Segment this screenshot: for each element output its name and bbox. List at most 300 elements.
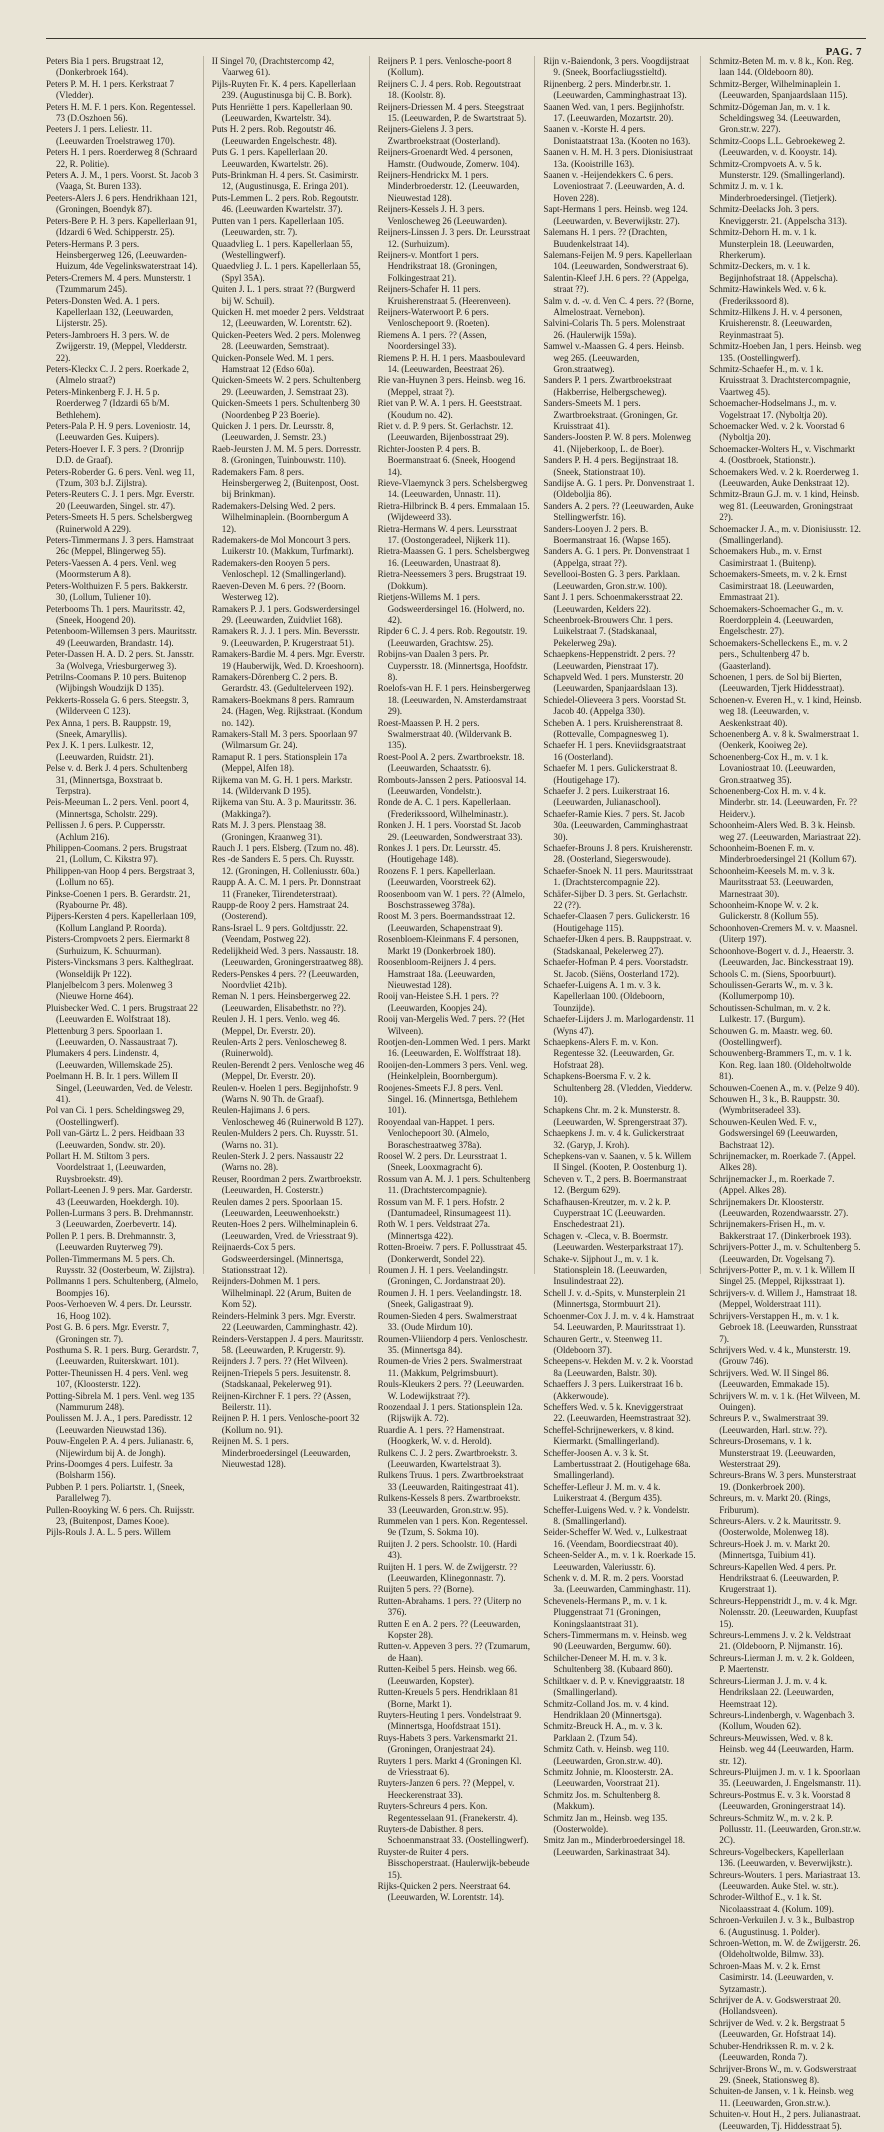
directory-entry: Schreurs-Brans W. 3 pers. Munsterstraat 19. (Donkerbroek 200).	[709, 1470, 857, 1492]
directory-entry: Schaepkens-Alers F. m. v. Kon. Regentesse 32. (Leeuwarden, Gr. Hofstraat 28).	[543, 1036, 675, 1070]
directory-entry: Schoutissen-Schulman, m. v. 2 k. Lulkestr. 17. (Burgum).	[709, 1002, 831, 1025]
directory-entry: Schreurs-Wouters. 1 pers. Mariastraat 13. (Leeuwarden. Auke Stel. w. str.).	[709, 1869, 861, 1891]
directory-entry: Ruyters-Janzen 6 pers. ?? (Meppel, v. Heeckerenstraat 33).	[377, 1778, 515, 1800]
directory-entry: Roosenbloom-Reijners J. 4 pers. Hamstraat 18a. (Leeuwarden, Nieuwestad 128).	[377, 957, 497, 990]
directory-entry: Schmitz-Beten M. m. v. 8 k., Kon. Reg. laan 144. (Oldeboorn 80).	[709, 56, 854, 78]
directory-entry: Schmitz-Colland Jos. m. v. 4 kind. Hendriklaan 20 (Minnertsga).	[543, 1698, 669, 1720]
directory-entry: Schmitz Johnie, m. Kloosterstr. 2A. (Leeuwarden, Voorstraat 21).	[543, 1766, 674, 1789]
directory-entry: Rombouts-Janssen 2 pers. Patioosval 14. (Leeuwarden, Vondelstr.).	[377, 774, 527, 796]
directory-entry: Pubben P. 1 pers. Poliartstr. 1, (Sneek, Parallelweg 7).	[46, 1481, 185, 1504]
directory-entry: Schaefer-Brouns J. 8 pers. Kruisherenstr. 28. (Oosterland, Siegerswoude).	[543, 843, 693, 865]
directory-entry: Schouwen-Keulen Wed. F. v., Godswersingel 69 (Leeuwarden, Bachstraat 12).	[709, 1116, 838, 1150]
directory-entry: Schmitz Jos. m. Schultenberg 8. (Makkum).	[543, 1789, 661, 1812]
directory-entry: Rooij van-Mergelis Wed. 7 pers. ?? (Het Wilveen).	[377, 1014, 525, 1036]
directory-entry: Sevellooi-Bosten G. 3 pers. Parklaan. (Leeuwarden, Gron.str.w. 100).	[543, 569, 681, 591]
directory-entry: Peters H. 1 pers. Roerderweg 8 (Schraard 22, R. Politie).	[46, 147, 198, 169]
directory-entry: Quicken-Peeters Wed. 2 pers. Molenweg 28. (Leeuwarden, Semstraat).	[211, 329, 361, 352]
directory-entry: Rooyendaal van-Happet. 1 pers. Venlochepoort 30. (Almelo, Boraschestraatweg 378a).	[377, 1116, 495, 1150]
directory-entry: Reijnen-Kirchner F. 1 pers. ?? (Assen, Beilerstr. 11).	[211, 1390, 351, 1412]
directory-entry: Schmitz-Braun G.J. m. v. 1 kind, Heinsb. weg 81. (Leeuwarden, Groningstraat 2?).	[709, 489, 860, 523]
directory-entry: Rulkens-Kessels 8 pers. Zwartbroekstr. 33 (Leeuwarden, Gron.str.w. 95).	[377, 1493, 521, 1515]
directory-entry: Rijkema van M. G. H. 1 pers. Markstr. 14. (Wildervank D 195).	[211, 774, 353, 796]
directory-entry: Peters-Donsten Wed. A. 1 pers. Kapellerlaan 132, (Leeuwarden, Lijsterstr. 25).	[46, 295, 174, 329]
directory-entry: Roost M. 3 pers. Boermandsstraat 12. (Leeuwarden, Schapenstraat 9).	[377, 911, 515, 933]
directory-entry: Peters-Minkenberg F. J. H. 5 p. Roerderweg 7 (Idzardi 65 b/M. Bethlehem).	[46, 386, 170, 420]
directory-entry: II Singel 70, (Drachtstercomp 42, Vaarweg 61).	[211, 56, 335, 78]
directory-entry: Schapkens-Boersma F. v. 2 k. Schultenberg 28. (Vledden, Viedderw. 10).	[543, 1071, 693, 1104]
directory-entry: Reijners-v. Montfort 1 pers. Hendrikstraat 18. (Groningen, Folkingestraat 21).	[377, 249, 498, 283]
directory-entry: Schilcher-Deneer M. H. m. v. 3 k. Schultenberg 38. (Kubaard 860).	[543, 1652, 673, 1675]
directory-entry: Schapveld Wed. 1 pers. Munsterstr. 20 (Leeuwarden, Spanjaardslaan 13).	[543, 671, 684, 694]
directory-entry: Schrijvers-Potter J., m. v. Schultenberg 5. (Leeuwarden, Dr. Vogelsang 7).	[709, 1242, 861, 1264]
directory-entry: Peters-Bere P. H. 3 pers. Kapellerlaan 91, (Idzardi 6 Wed. Schipperstr. 25).	[46, 215, 198, 238]
directory-entry: Prins-Doomges 4 pers. Luifestr. 3a (Bolsharm 156).	[46, 1458, 173, 1481]
directory-entry: Roozendaal J. 1 pers. Stationsplein 12a. (Rijswijk A. 72).	[377, 1401, 523, 1424]
directory-entry: Rietra-Neessemers 3 pers. Brugstraat 19. (Dokkum).	[377, 569, 527, 591]
directory-entry: Smitz Jan m., Minderbroedersingel 18. (Leeuwarden, Sarkinastraat 34).	[543, 1835, 686, 1857]
directory-entry: Raupp A. A. C. M. 1 pers. Pr. Donnstraat 11 (Franeker, Tiirendeterstraat).	[211, 877, 361, 899]
directory-entry: Schoonheim-Boenen F. m. v. Minderbroedersingel 21 (Kollum 67).	[709, 843, 857, 865]
directory-entry: Rutten-v. Appeven 3 pers. ?? (Tzumarum, de Haan).	[377, 1641, 531, 1663]
directory-entry: Rademakers-Delsing Wed. 2 pers. Wilhelminaplein. (Boornbergum A 12).	[211, 500, 349, 534]
directory-entry: Roumen J. H. 1 pers. Veelandingstr. (Groningen, C. Jordanstraat 20).	[377, 1265, 509, 1287]
directory-entry: Schouwen H., 3 k., B. Rauppstr. 30. (Wymbritseradeel 33).	[709, 1093, 840, 1116]
directory-entry: Peters-Pala P. H. 9 pers. Loveniostr. 14, (Leeuwarden Ges. Kuipers).	[46, 421, 191, 443]
directory-entry: Pouw-Engelen P. A. 4 pers. Julianastr. 6, (Nijewirdum bij A. de Jongh).	[46, 1436, 194, 1458]
directory-entry: Sanders P. H. 4 pers. Begijnstraat 18. (Sneek, Stationstraat 10).	[543, 455, 679, 477]
directory-entry: Rietra-Hilbrinck B. 4 pers. Emmalaan 15. (Wijdeweerd 33).	[377, 500, 530, 523]
directory-entry: Schaeffers J. 3 pers. Luikerstraat 16 b. (Akkerwoude).	[543, 1379, 683, 1401]
directory-entry: Ruys-Habets 3 pers. Varkensmarkt 21. (Groningen, Oranjestraat 24).	[377, 1732, 518, 1755]
directory-entry: Schoonheim-Knope W. v. 2 k. Gulickerstr. 8 (Kollum 55).	[709, 900, 819, 922]
directory-entry: Schers-Timmermans m. v. Heinsb. weg 90 (Leeuwarden, Bergumw. 60).	[543, 1630, 687, 1652]
directory-entry: Peeters-Alers J. 6 pers. Hendrikhaan 121, (Groningen, Boendyk 87).	[46, 192, 198, 215]
directory-entry: Schrijnemakers Dr. Kloosterstr. (Leeuwarden, Rozendwaarsstr. 27).	[709, 1196, 849, 1219]
directory-entry: Reijners-Linssen J. 3 pers. Dr. Leursstraat 12. (Surhuizum).	[377, 227, 531, 249]
directory-entry: Schrijvers Wed. v. 4 k., Munsterstr. 19. (Grouw 746).	[709, 1344, 851, 1367]
directory-entry: Schuiten-v. Hout H., 2 pers. Julianastraat. (Leeuwarden, Tj. Hiddesstraat 5).	[709, 2109, 861, 2131]
directory-entry: Reijnen M. S. 1 pers. Minderbroedersingel (Leeuwarden, Nieuwestad 128).	[211, 1436, 351, 1469]
directory-entry: Peis-Meeuman L. 2 pers. Venl. poort 4, (Minnertsga, Scholstr. 229).	[46, 797, 189, 819]
directory-entry: Scheben A. 1 pers. Kruisherenstraat 8. (Rottevalle, Compagnesweg 1).	[543, 717, 683, 739]
directory-entry: Pollart H. M. Stiltom 3 pers. Voordelstraat 1, (Leeuwarden, Ruysbroekstr. 49).	[46, 1151, 166, 1184]
directory-entry: Schreurs-Vogelbeckers, Kapellerlaan 136. (Leeuwarden, v. Beverwijkstr.).	[709, 1846, 853, 1869]
directory-entry: Rijnenberg. 2 pers. Minderbr.str. 1. (Leeuwarden, Camminghastraat 13).	[543, 78, 687, 101]
directory-entry: Rossum van M. F. 1 pers. Hofstr. 2 (Dantumadeel, Rinsumageest 11).	[377, 1196, 511, 1219]
directory-entry: Schaepkens-Heppenstridt. 2 pers. ?? (Leeuwarden, Pienstraat 17).	[543, 649, 676, 671]
directory-entry: Philippen-van Hoop 4 pers. Bergstraat 3, (Lollum no 65).	[46, 865, 195, 888]
directory-entry: Rotten-Broeiw. 7 pers. F. Pollusstraat 45. (Donkerwerdt, Sondel 22).	[377, 1242, 528, 1264]
directory-entry: Reijnders-Dohmen M. 1 pers. Wilhelminapl. 22 (Arum, Buiten de Kom 52).	[211, 1276, 352, 1310]
directory-entry: Scheffer-Joosen A. v. 3 k. St. Lambertusstraat 2. (Houtigehage 68a. Smallingerland).	[543, 1447, 691, 1481]
directory-entry: Pisters-Vincksmans 3 pers. Kaltheglraat. (Wonseldijk Pr 122).	[46, 957, 194, 979]
directory-entry: Reijners-Groenardt Wed. 4 personen, Hamstr. (Oudwoude, Zomerw. 104).	[377, 147, 520, 169]
directory-entry: Schaefer-Luigens A. 1 m. v. 3 k. Kapellerlaan 100. (Oldeboorn, Tounzijde).	[543, 979, 665, 1013]
directory-entry: Ronken J. H. 1 pers. Voorstad St. Jacob 29. (Leeuwarden, Sondwerstraat 33).	[377, 820, 523, 842]
directory-entry: Petrilns-Coomans P. 10 pers. Buitenop (Wijbingsh Woudzijk D 135).	[46, 671, 187, 694]
directory-entry: Pol van Ci. 1 pers. Scheldingsweg 29, (Oostellingwerf).	[46, 1105, 185, 1127]
directory-entry: Schaefer-Ramie Kies. 7 pers. St. Jacob 30a. (Leeuwarden, Camminghastraat 30).	[543, 808, 688, 842]
directory-entry: Schrijver de A. v. Godswerstraat 20. (Hollandsveen).	[709, 1995, 841, 2017]
directory-entry: Schaefer-IJken 4 pers. B. Rauppstraat. v. (Stadskanaal, Pekelerweg 27).	[543, 934, 692, 956]
directory-entry: Pollmanns 1 pers. Schultenberg, (Almelo, Boompjes 16).	[46, 1276, 199, 1298]
directory-entry: Peters-Kleckx C. J. 2 pers. Roerkade 2, (Almelo straat?)	[46, 363, 189, 386]
directory-entry: Schrijvers-v. d. Willem J., Hamstraat 18. (Meppel, Wolderstraat 111).	[709, 1287, 858, 1310]
directory-entry: Poelmann H. B. Ir. 1 pers. Willem II Singel, (Leeuwarden, Ved. de Velestr. 41).	[46, 1071, 193, 1104]
directory-entry: Roosenboom van W. 1 pers. ?? (Almelo, Boschstrasseweg 378a).	[377, 888, 525, 911]
directory-entry: Reijnaerds-Cox 5 pers. Godsweerdersingel. (Minnertsga, Stationsstraat 12).	[211, 1242, 344, 1276]
directory-entry: Schreurs, m. v. Markt 20. (Rings, Friburum).	[709, 1493, 831, 1515]
directory-entry: Rouls-Kleukers 2 pers. ?? (Leeuwarden. W. Lodewijkstraat ??).	[377, 1379, 525, 1401]
directory-entry: Salm v. d. -v. d. Ven C. 4 pers. ?? (Borne, Almelostraat. Vernebon).	[543, 295, 694, 317]
directory-entry: Schoemakers Wed. v. 2 k. Roerderweg 1. (Leeuwarden, Auke Denkstraat 12).	[709, 466, 859, 489]
directory-entry: Rijn v.-Baiendonk, 3 pers. Voogdijstraat 9. (Sneek, Boorfacliugsstieltd).	[543, 56, 690, 78]
directory-entry: Roumen-Sieden 4 pers. Swalmerstraat 33. (Oude Mirdum 10).	[377, 1310, 517, 1333]
directory-entry: Potting-Sibrela M. 1 pers. Venl. weg 135 (Nammurum 248).	[46, 1390, 195, 1412]
directory-entry: Schreurs P. v., Swalmerstraat 39. (Leeuwarden, Harl. str.w. ??).	[709, 1413, 829, 1435]
directory-entry: Schäfer-Sijber D. 3 pers. St. Gerlachstr. 22 (??).	[543, 888, 688, 911]
directory-entry: Peterbooms Th. 1 pers. Mauritsstr. 42, (Sneek, Hoogend 20).	[46, 603, 186, 625]
directory-entry: Schreurs-Kapellen Wed. 4 pers. Pr. Hendrikstraat 6. (Leeuwarden, P. Krugerstraat 1).	[709, 1561, 839, 1595]
directory-entry: Schoemakers-Schoemacher G., m. v. Roerdorpplein 4. (Leeuwarden, Engelschestr. 27).	[709, 603, 844, 637]
directory-entry: Ruijten 5 pers. ?? (Borne).	[377, 1584, 475, 1595]
directory-entry: Roest-Maassen P. H. 2 pers. Swalmerstraat 40. (Wildervank B. 135).	[377, 717, 512, 751]
directory-entry: Rademakers-de Mol Moncourt 3 pers. Luikerstr 10. (Makkum, Turfmarkt).	[211, 535, 354, 557]
directory-entry: Schake-v. Sijphout J., m. v. 1 k. Stationsplein 18. (Leeuwarden, Insulindestraat 22).	[543, 1253, 668, 1287]
directory-entry: Schreurs-Hoek J. m. v. Markt 20. (Minnertsga, Tuibium 41).	[709, 1538, 831, 1561]
directory-entry: Ramakers-Stall M. 3 pers. Spoorlaan 97 (Wilmarsum Gr. 24).	[211, 728, 358, 751]
directory-entry: Salemans-Feijen M. 9 pers. Kapellerlaan 104. (Leeuwarden, Sondwerstraat 6).	[543, 249, 692, 272]
directory-entry: Rulkens C. J. 2 pers. Zwartbroekstr. 3. (Leeuwarden, Kwartelstraat 3).	[377, 1447, 518, 1469]
directory-entry: Reuser, Roordman 2 pers. Zwartbroekstr. (Leeuwarden, H. Costerstr.)	[211, 1173, 362, 1196]
directory-entry: Schroen-Maas M. v. 2 k. Ernst Casimirstr. 14. (Leeuwarden, v. Sytzamastr.).	[709, 1960, 834, 1994]
directory-entry: Saanen v. H. M. H. 3 pers. Dionisiustraat 13a. (Kooistrille 163).	[543, 147, 693, 169]
directory-entry: Peters P. M. H. 1 pers. Kerkstraat 7 (Vledder).	[46, 78, 175, 101]
directory-entry: Schmitz-Deelacks Joh. 3 pers. Kneviggerstr. 21. (Appelscha 313).	[709, 204, 847, 226]
directory-entry: Schoulissen-Gerarts W., m. v. 3 k. (Kollumerpomp 10).	[709, 979, 833, 1002]
directory-entry: Riemens A. 1 pers. ?? (Assen, Noordersingel 33).	[377, 329, 487, 352]
directory-entry: Schroen-Wetton, m. W. de Zwijgerstr. 26. (Oldeholtwolde, Bilmw. 33).	[709, 1938, 861, 1960]
header-rule	[46, 38, 866, 39]
directory-entry: Pellissen J. 6 pers. P. Cuppersstr. (Achlum 216).	[46, 820, 165, 842]
directory-entry: Schoonhove-Bogert v. d. J., Heaerstr. 3. (Leeuwarden, Jac. Binckesstraat 19).	[709, 945, 854, 968]
directory-entry: Rijks-Quicken 2 pers. Neerstraat 64. (Leeuwarden, W. Lorentstr. 14).	[377, 1881, 511, 1903]
directory-entry: Reinders-Verstappen J. 4 pers. Mauritsstr. 58. (Leeuwarden, P. Krugerstr. 9).	[211, 1333, 364, 1355]
directory-entry: Quicken-Smeets 1 pers. Schultenberg 30 (Noordenbeg P 23 Boerie).	[211, 398, 360, 420]
directory-entry: Posthuma S. R. 1 pers. Burg. Gerardstr. 7, (Leeuwarden, Ruiterskwart. 101).	[46, 1344, 199, 1367]
directory-entry: Schmitz-Hawinkels Wed. v. 6 k. (Frederikssoord 8).	[709, 284, 827, 306]
directory-entry: Ramakers P. J. 1 pers. Godswerdersingel 29. (Leeuwarden, Zuidvliet 168).	[211, 603, 360, 625]
directory-entry: Schiedel-Olieveera 3 pers. Voorstad St. Jacob 40. (Appelga 330).	[543, 694, 686, 717]
directory-entry: Schmitz-Hoeben Jan, 1 pers. Heinsb. weg 135. (Oostellingwerf).	[709, 341, 862, 363]
directory-entry: Schreurs-Lindenbergh, v. Wagenbach 3. (Kollum, Wouden 62).	[709, 1709, 855, 1732]
directory-entry: Pijls-Rouls J. A. L. 5 pers. Willem	[46, 1527, 171, 1538]
directory-entry: Schrijvers-Potter P., m. v. 1 k. Willem II Singel 25. (Meppel, Rijksstraat 1).	[709, 1265, 856, 1287]
directory-entry: Pluisbecker Wed. C. 1 pers. Brugstraat 22 (Leeuwarden E. Wolfstraat 18).	[46, 1002, 198, 1025]
directory-entry: Peters-Smeets H. 5 pers. Schelsbergweg (Ruinerwold A 229).	[46, 512, 193, 534]
directory-entry: Ruijten J. 2 pers. Schoolstr. 10. (Hardi 43).	[377, 1538, 518, 1561]
directory-entry: Peeters J. 1 pers. Leliestr. 11. (Leeuwarden Troelstraweg 170).	[46, 124, 175, 146]
directory-entry: Schoonheim-Keesels M. m. v. 3 k. Mauritsstraat 53. (Leeuwarden, Marnestraat 30).	[709, 865, 835, 899]
directory-entry: Raupp-de Rooy 2 pers. Hamstraat 24. (Oosterend).	[211, 900, 349, 922]
directory-entry: Schmitz-Dehorn H. m. v. 1 k. Munsterplein 18. (Leeuwarden, Rherkerum).	[709, 227, 834, 260]
page-number: PAG. 7	[825, 46, 862, 58]
directory-entry: Reijners C. J. 4 pers. Rob. Regoutstraat 18. (Koolstr. 8).	[377, 78, 522, 101]
directory-entry: Schroen-Verkuilen J. v. 3 k., Bulbastrop 6. (Augustinusg. 1. Polder).	[709, 1915, 855, 1937]
directory-entry: Sanders-Looyen J. 2 pers. B. Boermanstraat 16. (Wapse 165).	[543, 523, 671, 546]
directory-entry: Peters-Jambroers H. 3 pers. W. de Zwijgerstr. 19, (Meppel, Vledderstr. 22).	[46, 329, 187, 363]
directory-entry: Riet v. d. P. 9 pers. St. Gerlachstr. 12. (Leeuwarden, Bijenbosstraat 29).	[377, 421, 514, 443]
directory-entry: Schmitz Jan m., Heinsb. weg 135. (Oosterwolde).	[543, 1812, 668, 1834]
directory-entry: Schiltkaer v. d. P. v. Kneviggraatstr. 18 (Smallingerland).	[543, 1675, 685, 1698]
directory-entry: Peters-Wolthuizen F. 5 pers. Bakkerstr. 30, (Lollum, Tuliener 10).	[46, 580, 188, 603]
directory-entry: Ruardie A. 1 pers. ?? Hamenstraat. (Hoogkerk, W. v. d. Herold).	[377, 1424, 505, 1447]
directory-entry: Schevenels-Hermans P., m. v. 1 k. Pluggenstraat 71 (Groningen, Koningslaantstraat 31).	[543, 1595, 668, 1629]
directory-entry: Reijners-Waterwoort P. 6 pers. Venloschepoort 9. (Roeten).	[377, 306, 490, 329]
directory-entry: Schaefer-Claasen 7 pers. Gulickerstr. 16 (Houtigehage 115).	[543, 911, 690, 933]
directory-entry: Rademakers-den Rooyen 5 pers. Venloschepl. 12 (Smallingerland).	[211, 557, 347, 580]
directory-entry: Roumen-de Vries 2 pers. Swalmerstraat 11. (Makkum, Pelgrimsbuurt).	[377, 1356, 523, 1378]
directory-entry: Ruyters-Heuting 1 pers. Vondelstraat 9. (Minnertsga, Hoofdstraat 151).	[377, 1709, 522, 1732]
directory-entry: Saanen v. -Korste H. 4 pers. Donistaatstraat 13a. (Kooten no 163).	[543, 124, 691, 146]
directory-entry: Schouwen-Coenen A., m. v. (Pelze 9 40).	[709, 1082, 860, 1093]
directory-entry: Raeven-Deven M. 6 pers. ?? (Boorn. Westerweg 12).	[211, 580, 346, 603]
directory-entry: Sant J. 1 pers. Schoenmakersstraat 22. (Leeuwarden, Kelders 22).	[543, 592, 683, 614]
directory-entry: Schoenmer-Cox J. J. m. v. 4 k. Hamstraat 54. Leeuwarden, P. Mauritsstraat 1).	[543, 1310, 695, 1333]
directory-entry: Pollart-Leenen J. 9 pers. Mar. Garderstr. 43 (Leeuwarden, Hoekdergh. 10).	[46, 1185, 193, 1207]
directory-entry: Rutten-Abrahams. 1 pers. ?? (Uiterp no 376).	[377, 1595, 522, 1618]
directory-entry: Seider-Scheffer W. Wed. v., Lulkestraat 16. (Veendam, Boordiecstraat 40).	[543, 1527, 688, 1549]
directory-entry: Peter-Dassen H. A. D. 2 pers. St. Jansstr. 3a (Wolvega, Vriesburgerweg 3).	[46, 649, 195, 671]
directory-entry: Potter-Theunissen H. 4 pers. Venl. weg 107, (Kloosterstr. 122).	[46, 1367, 189, 1390]
directory-entry: Reijners-Schafer H. 11 pers. Kruisherenstraat 5. (Heerenveen).	[377, 284, 511, 306]
directory-entry: Peters-Roberder G. 6 pers. Venl. weg 11, (Tzum, 303 b.J. Zijlstra).	[46, 466, 195, 489]
directory-entry: Reulen-Berendt 2 pers. Venlosche weg 46 (Meppel, Dr. Everstr. 20).	[211, 1059, 365, 1082]
directory-entry: Ramakers-Bardie M. 4 pers. Mgr. Everstr. 19 (Hauberwijk, Wed. D. Kroeshoorn).	[211, 649, 365, 671]
directory-entry: Schaefer M. 1 pers. Gulickerstraat 8. (Houtigehage 17).	[543, 763, 678, 785]
directory-entry: Peters-Hermans P. 3 pers. Heinsbergerweg 126, (Leeuwarden-Huizum, 4de Vegelinkswaterstraat 14).	[46, 238, 198, 272]
directory-entry: Schrijver-Brons W., m. v. Godswerstraat 29. (Sneek, Stationsweg 8).	[709, 2063, 857, 2085]
directory-entry: Schreurs-Lierman J. J. m. v. 4 k. Hendrikslaan 22. (Leeuwarden, Heemstraat 12).	[709, 1675, 834, 1709]
directory-entry: Ramaput R. 1 pers. Stationsplein 17a (Meppel, Alfen 18).	[211, 751, 347, 774]
directory-entry: Schmitz-Breuck H. A., m. v. 3 k. Parklaan 2. (Tzum 54).	[543, 1721, 663, 1743]
directory-entry: Schoenen, 1 pers. de Sol bij Bierten, (Leeuwarden, Tjerk Hiddesstraat).	[709, 671, 845, 694]
directory-entry: Reijnders J. 7 pers. ?? (Het Wilveen).	[211, 1356, 348, 1367]
directory-entry: Rieve-Vlaemynck 3 pers. Schelsbergweg 14. (Leeuwarden, Unnastr. 11).	[377, 478, 528, 500]
directory-entry: Sapt-Hermans 1 pers. Heinsb. weg 124. (Leeuwarden, v. Beverwijkstr. 27).	[543, 204, 688, 226]
directory-entry: Richter-Joosten P. 4 pers. B. Boermanstraat 6. (Sneek, Hoogend 14).	[377, 443, 516, 477]
directory-entry: Roest-Pool A. 2 pers. Zwartbroekstr. 18. (Leeuwarden, Schaatsstr. 6).	[377, 751, 525, 774]
directory-entry: Peters Bia 1 pers. Brugstraat 12, (Donkerbroek 164).	[46, 56, 164, 78]
directory-entry: Pollen P. 1 pers. B. Drehmannstr. 3, (Leeuwarden Ruyterweg 79).	[46, 1230, 176, 1253]
directory-entry: Ronkes J. 1 pers. Dr. Leursstr. 45. (Houtigehage 148).	[377, 843, 501, 865]
directory-entry: Schmitz-Berger, Wilhelminaplein 1. (Leeuwarden, Spanjaardslaan 115).	[709, 78, 848, 101]
directory-entry: Scheffel-Schrijnewerkers, v. 8 kind. Kiermarkt. (Smallingerland).	[543, 1424, 674, 1447]
directory-entry: Rutten-Kreuels 5 pers. Hendriklaan 81 (Borne, Markt 1).	[377, 1687, 519, 1709]
directory-entry: Rauch J. 1 pers. Elsberg. (Tzum no. 48).	[211, 843, 359, 854]
directory-entry: Schrijvers W. m. v. 1 k. (Het Wilveen, M. Ouingen).	[709, 1390, 861, 1412]
directory-entry: Peters H. M. F. 1 pers. Kon. Regentessel. 73 (D.Oszhoen 56).	[46, 101, 196, 124]
directory-entry: Puts G. 1 pers. Kapellerlaan 20. Leeuwarden, Kwartelstr. 26).	[211, 147, 329, 169]
directory-entry: Pex Anna, 1 pers. B. Rauppstr. 19, (Sneek, Amaryllis).	[46, 717, 172, 739]
directory-entry: Peters-Hoever I. F. 3 pers. ? (Dronrijp D.D. de Graaf).	[46, 443, 184, 466]
directory-entry: Schouwenberg-Brammers T., m. v. 1 k. Kon. Reg. laan 180. (Oldeholtwolde 81).	[709, 1048, 852, 1082]
directory-entry: Roelofs-van H. F. 1 pers. Heinsbergerweg 18. (Leeuwarden, N. Amsterdamstraat 29).	[377, 683, 531, 717]
directory-entry: Scheffer-Luigens Wed. v. ? k. Vondelstr. 8. (Smallingerland).	[543, 1504, 690, 1526]
directory-entry: Ramakers-Dörenberg C. 2 pers. B. Gerardstr. 43. (Gedultelerveen 192).	[211, 671, 354, 694]
directory-entry: Sanders A. G. 1 pers. Pr. Donvenstraat 1 (Appelga, straat ??).	[543, 546, 691, 568]
directory-entry: Schauren Gertr., v. Steenweg 11. (Oldeboorn 37).	[543, 1333, 663, 1355]
directory-entry: Pijpers-Kersten 4 pers. Kapellerlaan 109, (Kollum Langland P. Roorda).	[46, 911, 196, 933]
directory-entry: Reulen-Arts 2 pers. Venloscheweg 8. (Ruinerwold).	[211, 1036, 347, 1059]
directory-entry: Schrijvers-Verstappen H., m. v. 1 k. Gebroek 18. (Leeuwarden, Runsstraat 7).	[709, 1310, 858, 1344]
directory-entry: Schreurs-Meuwissen, Wed. v. 8 k. Heinsb. weg 44 (Leeuwarden, Harm. str. 12).	[709, 1732, 854, 1766]
directory-entry: Pelse v. d. Berk J. 4 pers. Schultenberg 31, (Minnertsga, Boxstraat b. Terpstra).	[46, 763, 188, 796]
directory-entry: Schools C. m. (Siens, Spoorbuurt).	[709, 968, 836, 979]
directory-entry: Rietjens-Willems M. 1 pers. Godsweerdersingel 16. (Holwerd, no. 42).	[377, 592, 525, 625]
directory-entry: Roumen J. H. 1 pers. Veelandingstr. 18. (Sneek, Galigastraat 9).	[377, 1287, 522, 1310]
directory-entry: Schmitz-Coops L.L. Gebroekeweg 2. (Leeuwarden, v. d. Kooystr. 14).	[709, 135, 846, 158]
directory-entry: Ruyster-de Ruiter 4 pers. Bisschoperstraat. (Haulerwijk-bebeude 15).	[377, 1846, 530, 1880]
directory-entry: Schoenenberg A. v. 8 k. Swalmerstraat 1. (Oenkerk, Kooiweg 2e).	[709, 728, 859, 751]
directory-entry: Rijkema van Stu. A. 3 p. Mauritsstr. 36. (Makkinga?).	[211, 797, 357, 819]
directory-entry: Schrijver de Wed. v. 2 k. Bergstraat 5 (Leeuwarden, Gr. Hofstraat 14).	[709, 2017, 845, 2040]
directory-entry: Quaedvlieg J. L. 1 pers. Kapellerlaan 55, (Spyl 35A).	[211, 261, 361, 283]
directory-entry: Schenk v. d. M. R. m. 2 pers. Voorstad 3a. (Leeuwarden, Camminghastr. 11).	[543, 1573, 691, 1595]
directory-entry: Riemens P. H. H. 1 pers. Maasboulevard 14. (Leeuwarden, Beestraat 26).	[377, 352, 526, 374]
directory-entry: Reulen J. H. 1 pers. Venlo. weg 46. (Meppel, Dr. Everstr. 20).	[211, 1014, 340, 1036]
directory-entry: Raeb-Jeursten J. M. M. 5 pers. Dorresstr. 8. (Groningen, Tuinbouwstr. 110).	[211, 443, 362, 466]
directory-entry: Schoemacker-Wolters H., v. Vischmarkt 4. (Oostbroek, Stationstr.).	[709, 443, 855, 466]
directory-entry: Schrijnemakers-Frisen H., m. v. Bakkerstraat 17. (Dinkerbroek 193).	[709, 1219, 852, 1241]
directory-entry: Ruyters-Schreurs 4 pers. Kon. Regentesselaan 91. (Franekerstr. 4).	[377, 1801, 518, 1823]
directory-entry: Post G. B. 6 pers. Mgr. Everstr. 7, (Groningen str. 7).	[46, 1322, 170, 1344]
directory-entry: Sanders-Smeets M. 1 pers. Zwartbroekstraat. (Groningen, Gr. Kruisstraat 41).	[543, 398, 678, 431]
directory-entry: Schreurs-Schmitz W., m. v. 2 k. P. Pollusstr. 11. (Leeuwarden, Gron.str.w. 2C).	[709, 1812, 861, 1846]
directory-entry: Schaefer J. 2 pers. Luikerstraat 16. (Leeuwarden, Julianaschool).	[543, 786, 670, 808]
directory-entry: Rietra-Hermans W. 4 pers. Leursstraat 17. (Oostongeradeel, Nijkerk 11).	[377, 523, 517, 546]
directory-entry: Schmitz-Crompvoets A. v. 5 k. Munsterstr. 129. (Smallingerland).	[709, 158, 845, 181]
directory-entry: Res -de Sanders E. 5 pers. Ch. Ruysstr. 12. (Groningen, H. Colleniusstr. 60a.)	[211, 854, 360, 876]
directory-entry: Reijners-Hendrickx M. 1 pers. Minderbroederstr. 12. (Leeuwarden, Nieuwestad 128).	[377, 170, 520, 203]
directory-entry: Rademakers Fam. 8 pers. Heinsbergerweg 2, (Buitenpost, Oost. bij Brinkman).	[211, 466, 360, 500]
directory-entry: Puts-Lemmen L. 2 pers. Rob. Regoutstr. 46. (Leeuwarden Kwartelstr. 37).	[211, 192, 359, 215]
directory-entry: Rie van-Huynen 3 pers. Heinsb. weg 16. (Meppel, straat ?).	[377, 375, 526, 397]
directory-entry: Roosel W. 2 pers. Dr. Leursstraat 1. (Sneek, Looxmagracht 6).	[377, 1151, 507, 1173]
directory-entry: Roumen-Vliiendorp 4 pers. Venloschestr. 35. (Minnertsga 84).	[377, 1333, 528, 1355]
directory-entry: Schoemacher-Hodselmans J., m. v. Vogelstraat 17. (Nyboltja 20).	[709, 398, 837, 420]
directory-entry: Schaefer H. 1 pers. Kneviidsgraatstraat 16 (Oosterland).	[543, 740, 686, 762]
directory-entry: Schreurs-Drosemans, v. 1 k. Munsterstraat 19. (Leeuwarden, Westerstraat 29).	[709, 1436, 836, 1469]
directory-entry: Plumakers 4 pers. Lindenstr. 4, (Leeuwarden, Willemskade 25).	[46, 1048, 173, 1070]
directory-entry: Ruijten H. 1 pers. W. de Zwijgerstr. ?? (Leeuwarden, Klinegonnastr. 7).	[377, 1561, 518, 1584]
directory-entry: Riet van P. W. A. 1 pers. H. Geeststraat. (Koudum no. 42).	[377, 398, 523, 420]
directory-entry: Peters-Vaessen A. 4 pers. Venl. weg (Moormsterum A 8).	[46, 557, 177, 580]
directory-entry: Plettenburg 3 pers. Spoorlaan 1. (Leeuwarden, O. Nassaustraat 7).	[46, 1025, 178, 1047]
directory-entry: Schell J. v. d.-Spits, v. Munsterplein 21 (Minnertsga, Stormbuurt 21).	[543, 1287, 686, 1310]
directory-entry: Pekkerts-Rossela G. 6 pers. Steegstr. 3, (Wilderveen C 123).	[46, 694, 189, 717]
directory-entry: Pijls-Ruyten Fr. K. 4 pers. Kapellerlaan 239. (Augustinusga bij C. B. Bork).	[211, 78, 356, 101]
directory-entry: Peters-Cremers M. 4 pers. Munsterstr. 1 (Tzummarum 245).	[46, 272, 192, 295]
directory-entry: Schoemakers Hub., m. v. Ernst Casimirstraat 1. (Buitenp).	[709, 546, 822, 568]
directory-entry: Schmitz-Dögeman Jan, m. v. 1 k. Scheldingsweg 34. (Leeuwarden, Gron.str.w. 227).	[709, 101, 841, 135]
directory-entry: Pisters-Crompvoets 2 pers. Eiermarkt 8 (Surhuizum, K. Schuurman).	[46, 934, 190, 956]
directory-entry: Ripder 6 C. J. 4 pers. Rob. Regoutstr. 19. (Leeuwarden, Grachtsw. 25).	[377, 626, 528, 648]
directory-entry: Reders-Penskes 4 pers. ?? (Leeuwarden, Noordvliet 421b).	[211, 968, 359, 990]
directory-entry: Poos-Verhoeven W. 4 pers. Dr. Leursstr. 16, Hoog 102).	[46, 1299, 192, 1321]
directory-entry: Peters-Timmermans J. 3 pers. Hamstraat 26c (Meppel, Blingerweg 55).	[46, 535, 194, 557]
directory-entry: Rooij van-Heistee S.H. 1 pers. ?? (Leeuwarden, Koopjes 24).	[377, 991, 499, 1013]
directory-entry: Schreurs-Alers. v. 2 k. Mauritsstr. 9. (Oosterwolde, Molenweg 18).	[709, 1516, 841, 1538]
directory-entry: Schmitz-Schaefer H., m. v. 1 k. Kruisstraat 3. Drachtstercompagnie, Vaartweg 45).	[709, 363, 851, 397]
directory-entry: Schreurs-Pluijmen J. m. v. 1 k. Spoorlaan 35. (Leeuwarden, J. Engelsmanstr. 11).	[709, 1766, 862, 1789]
directory-entry: Schuber-Hendrikssen R. m. v. 2 k. (Leeuwarden, Ronda 7).	[709, 2040, 834, 2063]
directory-entry: Sanders P. 1 pers. Zwartbroekstraat (Hakberrise, Helbergscheweg).	[543, 375, 672, 397]
directory-entry: Schmitz-Hilkens J. H. v. 4 personen, Kruisherenstr. 8. (Leeuwarden, Reyinmastraat 5).	[709, 306, 843, 340]
directory-entry: Schoenenberg-Cox H. m. v. 4 k. Minderbr. str. 14. (Leeuwarden, Fr. ?? Heiderv.).	[709, 786, 858, 819]
directory-entry: Reijners-Gielens J. 3 pers. Zwartbroekstraat (Oosterland).	[377, 124, 501, 146]
directory-entry: Schreurs-Postmus E. v. 3 k. Voorstad 8 (Leeuwarden, Groningerstraat 14).	[709, 1789, 851, 1812]
directory-entry: Quicken H. met moeder 2 pers. Veldstraat 12, (Leeuwarden, W. Lorentstr. 62).	[211, 306, 365, 329]
directory-entry: Reulen-v. Hoelen 1 pers. Begijnhofstr. 9 (Warns N. 90 Th. de Graaf).	[211, 1082, 359, 1104]
directory-entry: Ramakers-Boekmans 8 pers. Ramraum 24. (Hagen, Weg. Rijkstraat. (Kondum no. 142).	[211, 694, 363, 728]
directory-entry: Schmitz Cath. v. Heinsb. weg 110. (Leeuwarden, Gron.str.w. 40).	[543, 1744, 670, 1766]
directory-entry: Schreurs-Heppenstridt J., m. v. 4 k. Mgr. Nolensstr. 20. (Leeuwarden, Kuupfast 15).	[709, 1595, 858, 1629]
directory-entry: Reijnen P. H. 1 pers. Venlosche-poort 32 (Kollum no. 91).	[211, 1413, 360, 1435]
directory-entry: Schoonheim-Alers Wed. B. 3 k. Heinsb. weg 27. (Leeuwarden, Mariastraat 22).	[709, 820, 861, 842]
directory-entry: Schrijnemacker J., m. Roerkade 7. (Appel. Alkes 28).	[709, 1173, 835, 1196]
directory-entry: Schoemacker J. A., m. v. Dionisiusstr. 12. (Smallingerland).	[709, 523, 861, 546]
directory-entry: Reulen-Mulders 2 pers. Ch. Ruysstr. 51. (Warns no. 31).	[211, 1128, 359, 1150]
directory-entry: Schoonhoven-Cremers M. v. v. Maasnel. (Uiterp 197).	[709, 922, 858, 945]
directory-entry: Rossum van A. M. J. 1 pers. Schultenberg 11. (Drachtstercompagnie).	[377, 1173, 531, 1196]
directory-entry: Schapkens Chr. m. 2 k. Munsterstr. 8. (Leeuwarden, W. Sprengerstraat 37).	[543, 1105, 688, 1127]
directory-entry: Schaefer-Lijders J. m. Marlogardenstr. 11 (Wyns 47).	[543, 1014, 695, 1036]
directory-entry: Salentin-Kleef J.H. 6 pers. ?? (Appelga, straat ??).	[543, 272, 689, 295]
directory-entry: Schouwen G. m. Maastr. weg. 60. (Oostellingwerf).	[709, 1025, 833, 1047]
directory-entry: Planjelbelcom 3 pers. Molenweg 3 (Nieuwe Horne 464).	[46, 979, 173, 1002]
directory-entry: Schafhausen-Kreutzer, m. v. 2 k. P. Cuyperstraat 1C (Leeuwarden. Enschedestraat 21).	[543, 1196, 671, 1230]
directory-entry: Roth W. 1 pers. Veldstraat 27a. (Minnertsga 422).	[377, 1219, 491, 1241]
directory-entry: Pex J. K. 1 pers. Lulkestr. 12, (Leeuwarden, Ruidstr. 21).	[46, 740, 154, 762]
directory-entry: Schmitz J. m. v. 1 k. Minderbroedersingel. (Tietjerk).	[709, 181, 837, 203]
directory-entry: Robijns-van Daalen 3 pers. Pr. Cuypersstr. 18. (Minnertsga, Hoofdstr. 8).	[377, 649, 528, 682]
column-4	[543, 56, 701, 1857]
directory-entry: Pollen-Timmermans M. 5 pers. Ch. Ruysstr. 32 (Oosterbeum, W. Zijlstra).	[46, 1253, 195, 1276]
directory-entry: Ronde de A. C. 1 pers. Kapellerlaan. (Frederikssoord, Wilhelminastr.).	[377, 797, 511, 819]
directory-entry: Rootjen-den-Lommen Wed. 1 pers. Markt 16. (Leeuwarden, E. Wolffstraat 18).	[377, 1036, 531, 1059]
directory-entry: Schroder-Wilthof E., v. 1 k. St. Nicolaasstraat 4. (Kolum. 109).	[709, 1892, 834, 1914]
directory-entry: Schreurs-Lemmens J. v. 2 k. Veldstraat 21. (Oldeboorn, P. Nijmanstr. 16).	[709, 1630, 851, 1652]
directory-entry: Reulen-Hajimans J. 6 pers. Venloscheweg 46 (Ruinerwold B 127).	[211, 1105, 364, 1127]
directory-entry: Saanen v. -Heijendekkers C. 6 pers. Loveniostraat 7. (Leeuwarden, A. d. Hoven 228).	[543, 170, 685, 203]
column-5	[709, 56, 866, 2131]
directory-entry: Peters-Reuters C. J. 1 pers. Mgr. Everstr. 20 (Leeuwarden, Singel. str. 47).	[46, 489, 195, 511]
directory-entry: Reulen-Sterk J. 2 pers. Nassaustr 22 (Warns no. 28).	[211, 1151, 344, 1173]
directory-entry: Scheffers Wed. v. 5 k. Kneviggerstraat 22. (Leeuwarden, Heemstrastraat 32).	[543, 1401, 691, 1424]
directory-entry: Quaadvlieg L. 1 pers. Kapellerlaan 55, (Westellingwerf).	[211, 238, 353, 260]
directory-entry: Schoemakers-Schelleckens E., m. v. 2 pers., Schultenberg 47 b. (Gaasterland).	[709, 637, 848, 671]
directory-entry: Scheenbroek-Brouwers Chr. 1 pers. Luikelstraat 7. (Stadskanaal, Pekelerweg 29a).	[543, 614, 673, 648]
directory-entry: Schaefer-Hofman P. 4 pers. Voorstadstr. St. Jacob. (Siëns, Oosterland 172).	[543, 957, 689, 979]
directory-entry: Reinders-Helmink 3 pers. Mgr. Everstr. 22 (Leeuwarden, Camminghastr. 42).	[211, 1310, 358, 1333]
directory-entry: Poll van-Gärtz L. 2 pers. Heidbaan 33 (Leeuwarden, Sondw. str. 20).	[46, 1128, 185, 1150]
directory-entry: Schaefer-Snoek N. 11 pers. Mauritsstraat 1. (Drachtstercompagnie 22).	[543, 865, 693, 888]
directory-entry: Reijners-Kessels J. H. 3 pers. Venloscheweg 26 (Leeuwarden).	[377, 204, 508, 226]
directory-entry: Philippen-Coomans. 2 pers. Brugstraat 21, (Lollum, C. Kikstra 97).	[46, 843, 188, 865]
directory-entry: Schoenenberg-Cox H., m. v. 1 k. Lovaniostraat 10. (Leeuwarden, Gron.straatweg 35).	[709, 751, 836, 785]
directory-columns	[46, 56, 866, 2131]
